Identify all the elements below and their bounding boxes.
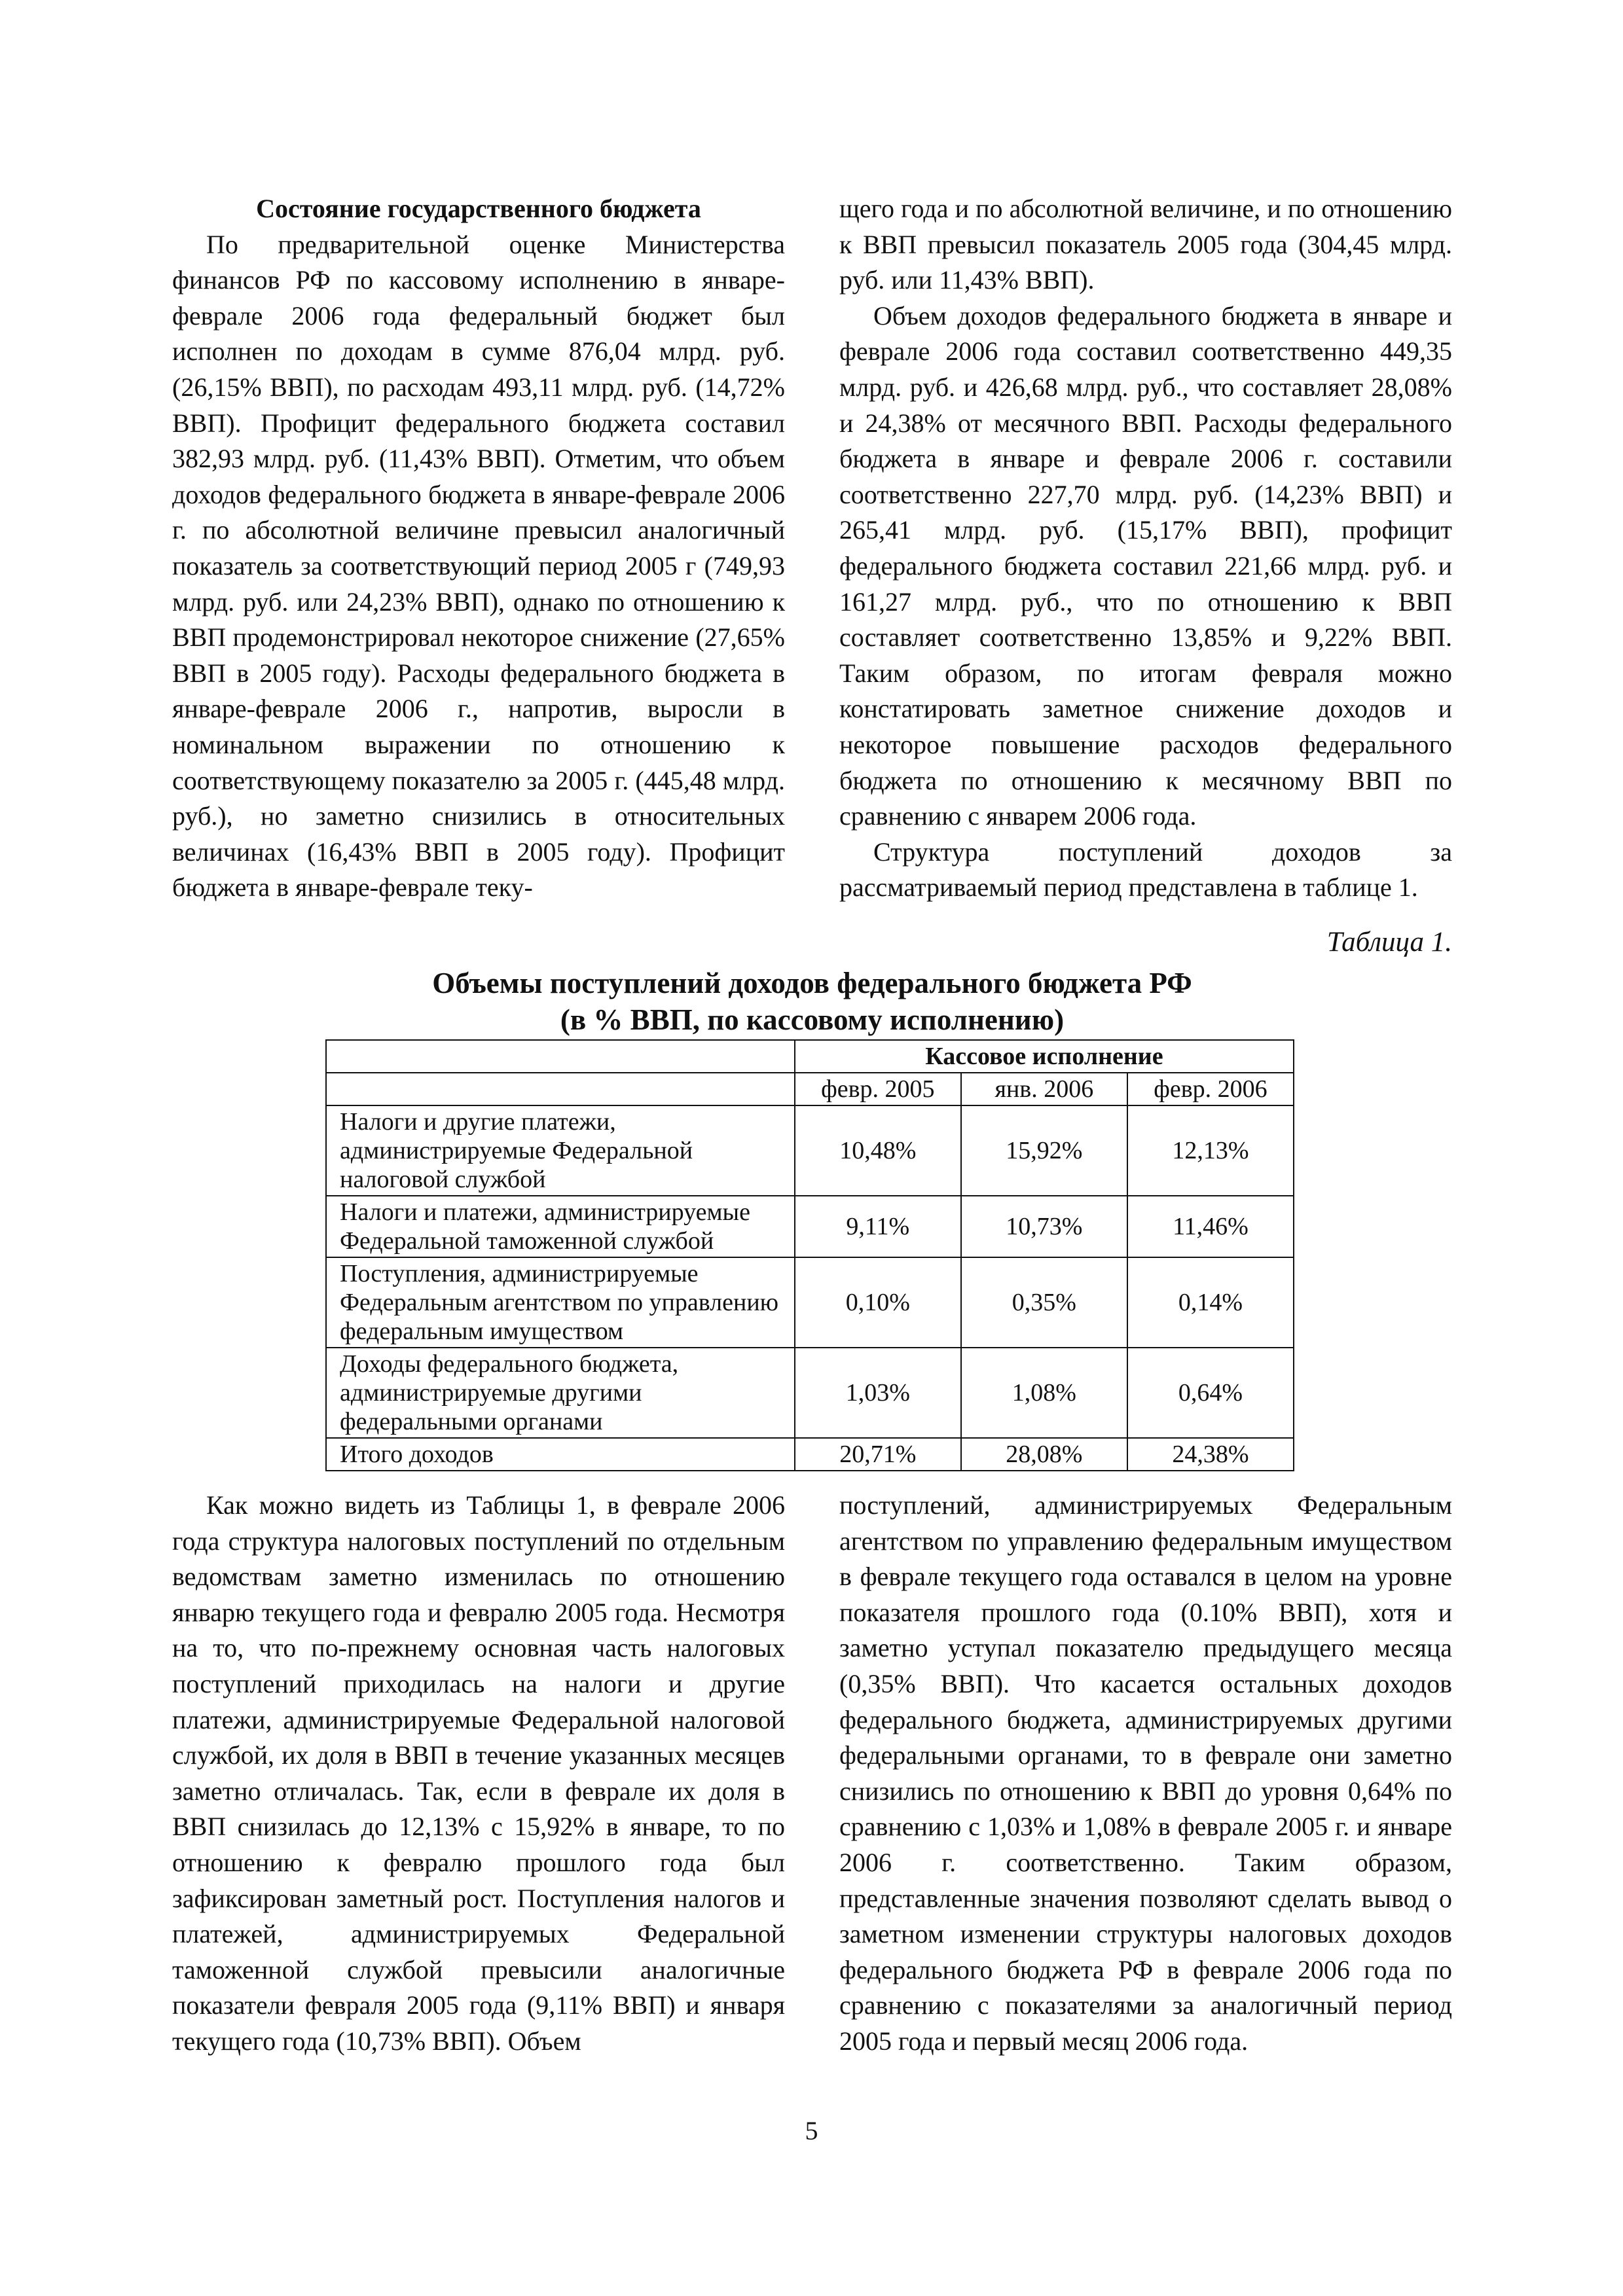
paragraph: Структура поступлений доходов за рассматриваемый период представлена в таблице 1. xyxy=(839,836,1452,903)
row-label: Итого доходов xyxy=(326,1438,795,1471)
text-column-lower-right xyxy=(839,1488,1452,2060)
table-cell: 9,11% xyxy=(795,1196,961,1257)
table-label: Таблица 1. xyxy=(1326,927,1452,958)
row-label: Налоги и платежи, администрируемые Федеральной таможенной службой xyxy=(326,1196,795,1257)
paragraph: По предварительной оценке Министерства финансов РФ по кассовому исполнению в январе-феврале 2006 года федеральный бюджет был исполнен по доходам в сумме 876,04 млрд. руб. (26,15% ВВП), по расходам 493,11 млрд. руб. (14,72% ВВП). Профицит федерального бюджета составил 382,93 млрд. руб. (11,43% ВВП). Отметим, что объем доходов федерального бюджета в январе-феврале 2006 г. по абсолютной величине превысил аналогичный показатель за соответствующий период 2005 г (749,93 млрд. руб. или 24,23% ВВП), однако по отношению к ВВП продемонстрировал некоторое снижение (27,65% ВВП в 2005 году). Расходы федерального бюджета в январе-феврале 2006 г., напротив, выросли в номинальном выражении по отношению к соответствующему показателю за 2005 г. (445,48 млрд. руб.), но заметно снизились в относительных величинах (16,43% ВВП в 2005 году). Профицит бюджета в январе-феврале теку- xyxy=(172,229,785,903)
table-row xyxy=(326,1196,1294,1257)
table-cell: 0,64% xyxy=(1127,1348,1294,1438)
table-title xyxy=(172,965,1452,1038)
column-header: февр. 2005 xyxy=(795,1073,961,1105)
paragraph: Объем доходов федерального бюджета в январе и феврале 2006 года составил соответственно 449,35 млрд. руб. и 426,68 млрд. руб., что составляет 28,08% и 24,38% от месячного ВВП. Расходы федерального бюджета в январе и феврале 2006 г. составили соответственно 227,70 млрд. руб. (14,23% ВВП) и 265,41 млрд. руб. (15,17% ВВП), профицит федерального бюджета составил 221,66 млрд. руб. и 161,27 млрд. руб., что по отношению к ВВП составляет соответственно 13,85% и 9,22% ВВП. Таким образом, по итогам февраля можно констатировать заметное снижение доходов и некоторое повышение расходов федерального бюджета по отношению к месячному ВВП по сравнению с январем 2006 года. xyxy=(839,300,1452,831)
empty-header-cell xyxy=(326,1040,795,1073)
table-cell: 15,92% xyxy=(961,1105,1127,1196)
table-cell: 12,13% xyxy=(1127,1105,1294,1196)
table-cell: 24,38% xyxy=(1127,1438,1294,1471)
section-heading: Состояние государственного бюджета xyxy=(256,194,701,223)
table-cell: 10,48% xyxy=(795,1105,961,1196)
table-cell: 20,71% xyxy=(795,1438,961,1471)
group-header: Кассовое исполнение xyxy=(795,1040,1294,1073)
paragraph: поступлений, администрируемых Федеральным агентством по управлению федеральным имуществом в феврале текущего года оставался в целом на уровне показателя прошлого года (0.10% ВВП), хотя и заметно уступал показателю предыдущего месяца (0,35% ВВП). Что касается остальных доходов федерального бюджета, администрируемых другими федеральными органами, то в феврале они заметно снизились по отношению к ВВП до уровня 0,64% по сравнению с 1,03% и 1,08% в феврале 2005 г. и январе 2006 г. соответственно. Таким образом, представленные значения позволяют сделать вывод о заметном изменении структуры налоговых доходов федерального бюджета РФ в феврале 2006 года по сравнению с показателями за аналогичный период 2005 года и первый месяц 2006 года. xyxy=(839,1490,1452,2056)
column-header: янв. 2006 xyxy=(961,1073,1127,1105)
column-header: февр. 2006 xyxy=(1127,1073,1294,1105)
paragraph: Как можно видеть из Таблицы 1, в феврале 2006 года структура налоговых поступлений по отдельным ведомствам заметно изменилась по отношению январю текущего года и февралю 2005 года. Несмотря на то, что по-прежнему основная часть налоговых поступлений приходилась на налоги и другие платежи, администрируемые Федеральной налоговой службой, их доля в ВВП в течение указанных месяцев заметно отличалась. Так, если в феврале их доля в ВВП снизилась до 12,13% с 15,92% в январе, то по отношению к февралю прошлого года был зафиксирован заметный рост. Поступления налогов и платежей, администрируемых Федеральной таможенной службой превысили аналогичные показатели февраля 2005 года (9,11% ВВП) и января текущего года (10,73% ВВП). Объем xyxy=(172,1490,785,2056)
table-subheader-row xyxy=(326,1073,1294,1105)
empty-header-cell xyxy=(326,1073,795,1105)
table-row xyxy=(326,1105,1294,1196)
page-number: 5 xyxy=(805,2116,818,2145)
table-title-line: (в % ВВП, по кассовому исполнению) xyxy=(560,1003,1065,1036)
text-column-lower-left xyxy=(172,1488,785,2060)
table-header-row xyxy=(326,1040,1294,1073)
table-cell: 10,73% xyxy=(961,1196,1127,1257)
table-total-row xyxy=(326,1438,1294,1471)
table-cell: 28,08% xyxy=(961,1438,1127,1471)
text-column-upper-right xyxy=(839,191,1452,906)
table-row xyxy=(326,1348,1294,1438)
table-cell: 0,35% xyxy=(961,1257,1127,1348)
table-cell: 1,08% xyxy=(961,1348,1127,1438)
table-cell: 0,10% xyxy=(795,1257,961,1348)
row-label: Поступления, администрируемые Федеральным агентством по управлению федеральным имуществом xyxy=(326,1257,795,1348)
table-cell: 1,03% xyxy=(795,1348,961,1438)
revenue-table xyxy=(325,1039,1294,1471)
text-column-upper-left xyxy=(172,191,785,906)
table-cell: 0,14% xyxy=(1127,1257,1294,1348)
paragraph: щего года и по абсолютной величине, и по отношению к ВВП превысил показатель 2005 года (304,45 млрд. руб. или 11,43% ВВП). xyxy=(839,194,1452,295)
row-label: Налоги и другие платежи, администрируемые Федеральной налоговой службой xyxy=(326,1105,795,1196)
table-cell: 11,46% xyxy=(1127,1196,1294,1257)
table-title-line: Объемы поступлений доходов федерального бюджета РФ xyxy=(432,967,1192,999)
table-row xyxy=(326,1257,1294,1348)
row-label: Доходы федерального бюджета, администрируемые другими федеральными органами xyxy=(326,1348,795,1438)
